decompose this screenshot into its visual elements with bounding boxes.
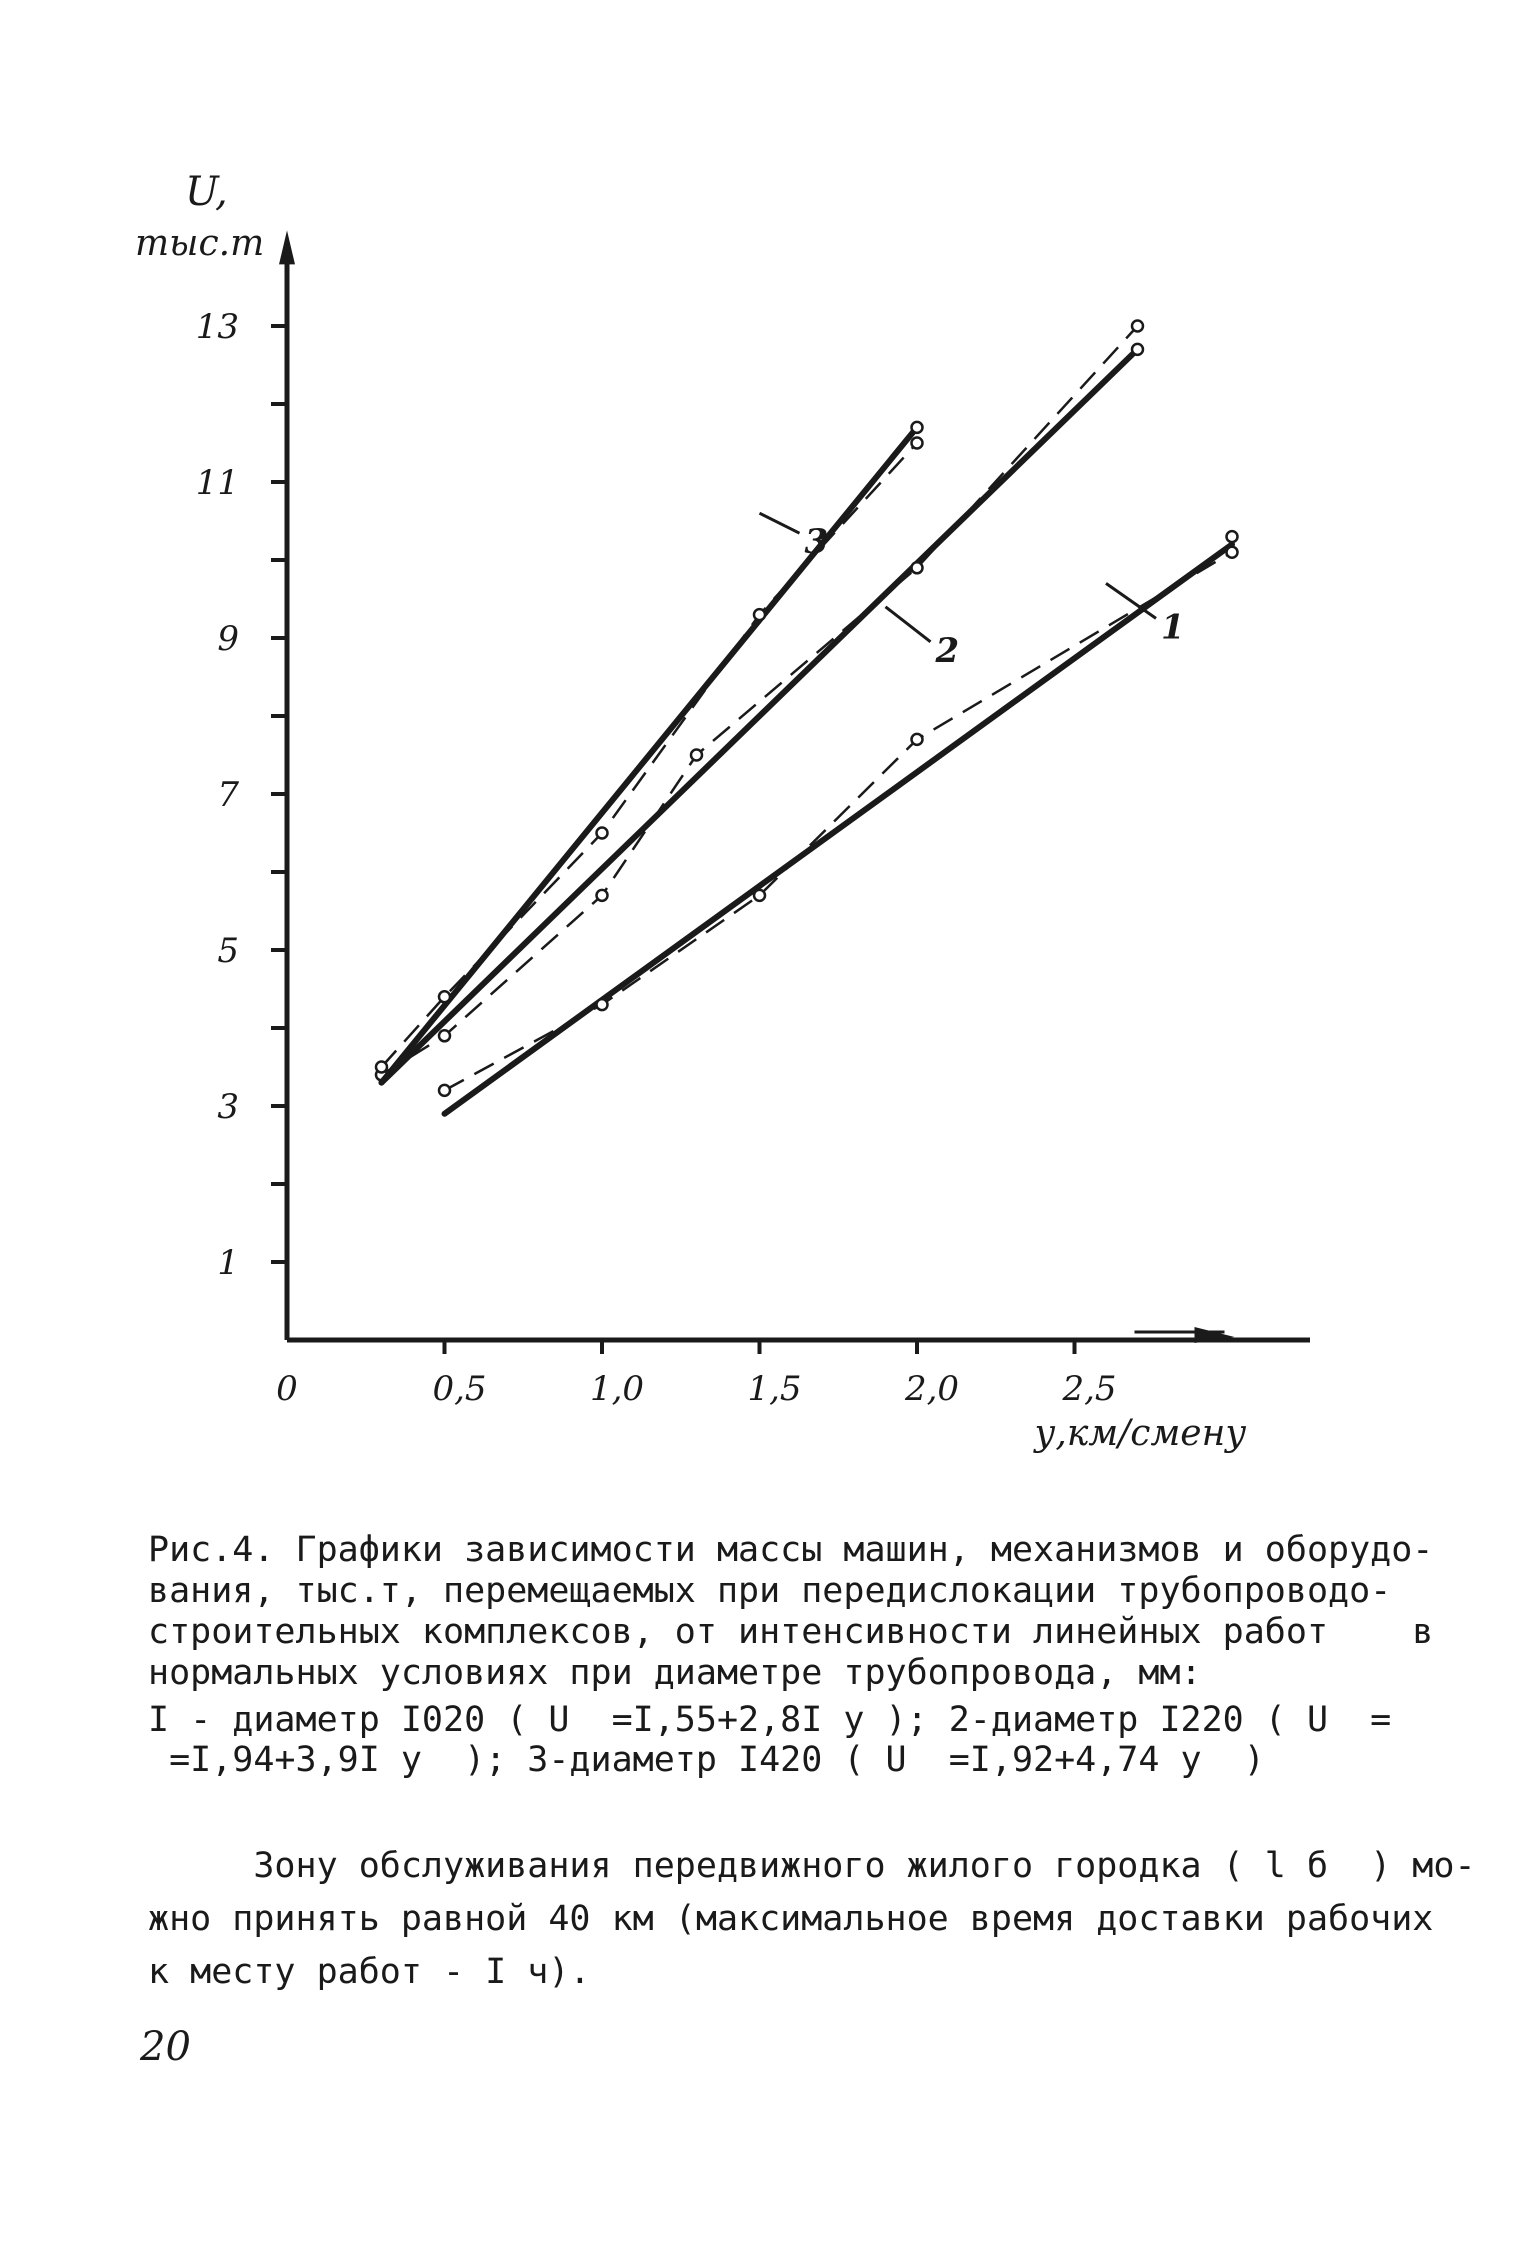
data-point [691, 750, 702, 761]
page-number: 20 [140, 2024, 191, 2070]
y-tick-label: 3 [217, 1087, 239, 1127]
x-axis-label: у,км/смену [1034, 1413, 1247, 1454]
series-2-measured-line [382, 326, 1138, 1075]
chart-labels [135, 169, 1246, 1454]
data-point [376, 1062, 387, 1073]
y-tick-label: 13 [195, 307, 239, 347]
x-tick-label: 2,5 [1062, 1369, 1117, 1409]
series-3 [376, 422, 923, 1083]
data-point [1132, 321, 1143, 332]
data-point [439, 1030, 450, 1041]
data-point [1227, 531, 1238, 542]
series-2 [376, 321, 1143, 1083]
paragraph-line: к месту работ - I ч). [148, 1952, 591, 1992]
series-3-label: 3 [804, 522, 829, 563]
x-tick-label: 1,0 [589, 1369, 645, 1409]
caption-line: вания, тыс.т, перемещаемых при передислокации трубопроводо- [148, 1571, 1392, 1611]
data-point [754, 890, 765, 901]
data-point [1132, 344, 1143, 355]
data-point [597, 828, 608, 839]
data-point [912, 562, 923, 573]
data-point [1227, 547, 1238, 558]
series-3-fit-line [382, 427, 918, 1082]
data-point [597, 890, 608, 901]
paragraph-line: жно принять равной 40 км (максимальное время доставки рабочих [148, 1899, 1434, 1939]
y-axis-unit: тыс.т [135, 223, 265, 264]
x-tick-label: 0 [276, 1369, 298, 1409]
chart-axes [279, 230, 1310, 1343]
chart-series [376, 321, 1238, 1114]
x-tick-label: 2,0 [904, 1369, 960, 1409]
data-point [912, 422, 923, 433]
body-paragraph [148, 1840, 1476, 1999]
y-axis-symbol: U, [185, 169, 228, 215]
series-1-label: 1 [1161, 607, 1185, 648]
caption-line: нормальных условиях при диаметре трубопровода, мм: [148, 1653, 1202, 1693]
x-tick-label: 1,5 [747, 1369, 802, 1409]
data-point [912, 734, 923, 745]
figure-caption [148, 1530, 1434, 1694]
data-point [754, 609, 765, 620]
chart-ticks [271, 326, 1075, 1354]
y-tick-label: 9 [217, 619, 239, 659]
y-tick-label: 5 [217, 931, 239, 971]
y-tick-label: 1 [217, 1243, 239, 1283]
formula-line: I - диаметр I020 ( U =I,55+2,8I у ); 2-диаметр I220 ( U = [148, 1700, 1392, 1740]
y-tick-label: 7 [217, 775, 239, 815]
y-axis-arrow [279, 230, 295, 264]
formula-line: =I,94+3,9I у ); 3-диаметр I420 ( U =I,92+4,74 у ) [148, 1740, 1265, 1780]
data-point [439, 1085, 450, 1096]
formula-block [148, 1700, 1398, 1780]
data-point [439, 991, 450, 1002]
paragraph-line: Зону обслуживания передвижного жилого городка ( l б ) мо- [148, 1846, 1476, 1886]
x-tick-label: 0,5 [432, 1369, 487, 1409]
y-tick-label: 11 [195, 463, 239, 503]
caption-line: строительных комплексов, от интенсивности линейных работ в [148, 1612, 1434, 1652]
data-point [597, 999, 608, 1010]
series-2-leader [886, 607, 931, 642]
caption-line: Рис.4. Графики зависимости массы машин, механизмов и оборудо- [148, 1530, 1434, 1570]
series-1-fit-line [445, 544, 1233, 1113]
data-point [912, 438, 923, 449]
series-2-fit-line [382, 349, 1138, 1082]
series-2-label: 2 [935, 630, 960, 671]
series-3-leader [760, 513, 800, 533]
series-1 [439, 531, 1238, 1114]
